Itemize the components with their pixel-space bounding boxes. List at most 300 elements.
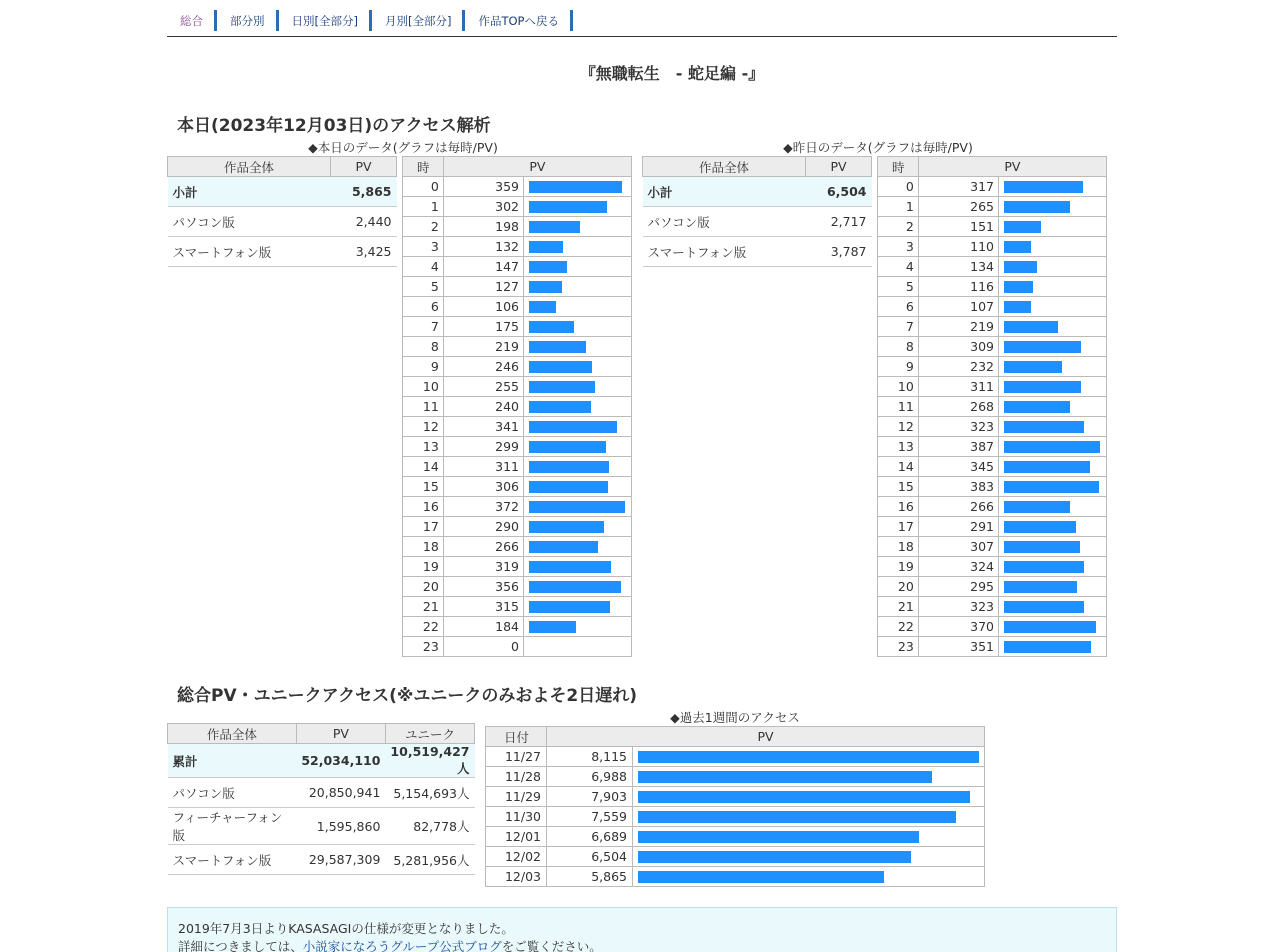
- pv-cell: 6,988: [547, 767, 633, 787]
- bar-cell: [999, 517, 1107, 537]
- col-header-date: 日付: [486, 727, 547, 747]
- hourly-row: [878, 297, 1107, 317]
- pv-cell: 255: [443, 377, 523, 397]
- totals-table: [167, 723, 475, 875]
- hour-cell: 13: [403, 437, 444, 457]
- row-pv: 29,587,309: [296, 845, 385, 875]
- week-row: [486, 827, 985, 847]
- hour-cell: 18: [403, 537, 444, 557]
- pv-cell: 302: [443, 197, 523, 217]
- hour-cell: 15: [878, 477, 919, 497]
- bar-cell: [999, 257, 1107, 277]
- week-row: [486, 847, 985, 867]
- hourly-row: [403, 277, 632, 297]
- hourly-row: [878, 197, 1107, 217]
- pv-bar: [1004, 501, 1070, 513]
- bar-cell: [524, 217, 632, 237]
- bar-cell: [524, 557, 632, 577]
- pv-cell: 311: [443, 457, 523, 477]
- hourly-row: [403, 177, 632, 197]
- hour-cell: 12: [878, 417, 919, 437]
- pv-cell: 7,559: [547, 807, 633, 827]
- bar-cell: [524, 237, 632, 257]
- bar-cell: [524, 437, 632, 457]
- pv-cell: 184: [443, 617, 523, 637]
- col-header-pv: PV: [443, 157, 631, 177]
- bar-cell: [524, 197, 632, 217]
- pv-bar: [1004, 581, 1077, 593]
- pv-bar: [529, 341, 586, 353]
- col-header-pv: PV: [806, 157, 872, 177]
- bar-cell: [999, 377, 1107, 397]
- hour-cell: 10: [403, 377, 444, 397]
- pv-bar: [1004, 561, 1084, 573]
- pv-bar: [1004, 341, 1081, 353]
- pv-bar: [638, 851, 911, 863]
- pv-bar: [529, 401, 591, 413]
- pv-cell: 324: [918, 557, 998, 577]
- date-cell: 11/30: [486, 807, 547, 827]
- yesterday-hourly-table: [877, 156, 1107, 657]
- pv-bar: [529, 321, 574, 333]
- hourly-row: [878, 357, 1107, 377]
- pv-bar: [1004, 301, 1031, 313]
- week-row: [486, 747, 985, 767]
- bar-cell: [524, 377, 632, 397]
- pv-cell: 299: [443, 437, 523, 457]
- today-summary-table: [167, 156, 397, 267]
- pv-bar: [529, 361, 592, 373]
- col-header-pv: PV: [331, 157, 397, 177]
- hourly-row: [403, 297, 632, 317]
- row-label: スマートフォン版: [643, 237, 806, 267]
- hourly-row: [878, 577, 1107, 597]
- bar-cell: [524, 177, 632, 197]
- pv-bar: [638, 791, 970, 803]
- date-cell: 12/03: [486, 867, 547, 887]
- row-pv: 52,034,110: [296, 744, 385, 778]
- pv-bar: [1004, 201, 1070, 213]
- bar-cell: [524, 277, 632, 297]
- bar-cell: [999, 497, 1107, 517]
- bar-cell: [999, 277, 1107, 297]
- pv-cell: 370: [918, 617, 998, 637]
- pv-cell: 132: [443, 237, 523, 257]
- pv-bar: [529, 301, 556, 313]
- pv-bar: [529, 421, 617, 433]
- bar-cell: [999, 317, 1107, 337]
- bar-cell: [524, 317, 632, 337]
- hourly-row: [878, 217, 1107, 237]
- pv-cell: 6,504: [547, 847, 633, 867]
- week-caption: ◆過去1週間のアクセス: [670, 710, 800, 725]
- pv-bar: [1004, 401, 1070, 413]
- pv-cell: 116: [918, 277, 998, 297]
- hour-cell: 17: [403, 517, 444, 537]
- pv-bar: [1004, 541, 1080, 553]
- row-pv: 1,595,860: [296, 808, 385, 845]
- pv-cell: 5,865: [547, 867, 633, 887]
- bar-cell: [524, 297, 632, 317]
- pv-cell: 107: [918, 297, 998, 317]
- bar-cell: [999, 357, 1107, 377]
- bar-cell: [999, 397, 1107, 417]
- hour-cell: 4: [403, 257, 444, 277]
- pv-cell: 323: [918, 597, 998, 617]
- hour-cell: 17: [878, 517, 919, 537]
- nav-link-monthly[interactable]: 月別[全部分]: [372, 10, 465, 31]
- col-header-pv: PV: [918, 157, 1106, 177]
- pv-bar: [529, 381, 595, 393]
- row-pv: 20,850,941: [296, 778, 385, 808]
- hourly-row: [878, 417, 1107, 437]
- totals-row-smartphone: [168, 845, 475, 875]
- date-cell: 12/02: [486, 847, 547, 867]
- row-label: パソコン版: [168, 207, 331, 237]
- pv-bar: [638, 751, 979, 763]
- summary-row-smartphone: [643, 237, 872, 267]
- yesterday-caption: ◆昨日のデータ(グラフは毎時/PV): [783, 140, 973, 155]
- row-unique: 10,519,427人: [385, 744, 474, 778]
- pv-bar: [1004, 621, 1096, 633]
- week-row: [486, 807, 985, 827]
- col-header-hour: 時: [403, 157, 444, 177]
- hourly-row: [403, 517, 632, 537]
- pv-cell: 356: [443, 577, 523, 597]
- bar-cell: [999, 437, 1107, 457]
- hourly-row: [878, 517, 1107, 537]
- pv-cell: 219: [918, 317, 998, 337]
- pv-cell: 319: [443, 557, 523, 577]
- today-heading: 本日(2023年12月03日)のアクセス解析: [177, 116, 491, 136]
- hour-cell: 11: [878, 397, 919, 417]
- hourly-row: [878, 637, 1107, 657]
- hour-cell: 6: [403, 297, 444, 317]
- hour-cell: 10: [878, 377, 919, 397]
- hour-cell: 23: [878, 637, 919, 657]
- hour-cell: 0: [878, 177, 919, 197]
- summary-row-pc: [168, 207, 397, 237]
- bar-cell: [999, 177, 1107, 197]
- hour-cell: 3: [878, 237, 919, 257]
- row-label: 小計: [168, 177, 331, 207]
- hour-cell: 12: [403, 417, 444, 437]
- pv-bar: [529, 261, 567, 273]
- pv-cell: 268: [918, 397, 998, 417]
- bar-cell: [524, 537, 632, 557]
- bar-cell: [999, 197, 1107, 217]
- pv-cell: 232: [918, 357, 998, 377]
- bar-cell: [524, 417, 632, 437]
- pv-bar: [529, 581, 621, 593]
- col-header-pv: PV: [547, 727, 985, 747]
- pv-bar: [1004, 601, 1084, 613]
- hour-cell: 14: [403, 457, 444, 477]
- hourly-row: [403, 597, 632, 617]
- hourly-row: [878, 257, 1107, 277]
- yesterday-summary-table: [642, 156, 872, 267]
- hour-cell: 8: [403, 337, 444, 357]
- row-value: 2,440: [331, 207, 397, 237]
- hour-cell: 9: [878, 357, 919, 377]
- pv-cell: 323: [918, 417, 998, 437]
- pv-cell: 106: [443, 297, 523, 317]
- pv-cell: 295: [918, 577, 998, 597]
- date-cell: 12/01: [486, 827, 547, 847]
- bar-cell: [633, 747, 985, 767]
- hour-cell: 23: [403, 637, 444, 657]
- pv-cell: 372: [443, 497, 523, 517]
- hourly-row: [878, 237, 1107, 257]
- pv-bar: [1004, 421, 1084, 433]
- pv-bar: [529, 481, 608, 493]
- bar-cell: [633, 847, 985, 867]
- pv-cell: 387: [918, 437, 998, 457]
- pv-bar: [529, 521, 604, 533]
- bar-cell: [524, 577, 632, 597]
- pv-cell: 246: [443, 357, 523, 377]
- bar-cell: [999, 577, 1107, 597]
- pv-cell: 317: [918, 177, 998, 197]
- hour-cell: 2: [878, 217, 919, 237]
- bar-cell: [633, 767, 985, 787]
- hour-cell: 1: [878, 197, 919, 217]
- week-row: [486, 767, 985, 787]
- hourly-row: [403, 417, 632, 437]
- hourly-row: [403, 397, 632, 417]
- row-value: 3,787: [806, 237, 872, 267]
- hour-cell: 5: [878, 277, 919, 297]
- hour-cell: 19: [403, 557, 444, 577]
- pv-bar: [1004, 481, 1099, 493]
- nav-bar: [167, 10, 1117, 37]
- hour-cell: 21: [878, 597, 919, 617]
- nav-link-work-top[interactable]: 作品TOPへ戻る: [465, 10, 573, 31]
- row-value: 6,504: [806, 177, 872, 207]
- bar-cell: [999, 217, 1107, 237]
- hourly-row: [403, 617, 632, 637]
- col-header-pv: PV: [296, 724, 385, 744]
- pv-cell: 359: [443, 177, 523, 197]
- hour-cell: 8: [878, 337, 919, 357]
- bar-cell: [524, 257, 632, 277]
- pv-cell: 307: [918, 537, 998, 557]
- hour-cell: 14: [878, 457, 919, 477]
- hourly-row: [403, 557, 632, 577]
- bar-cell: [633, 867, 985, 887]
- notice-prefix: 詳細につきましては、: [178, 939, 303, 952]
- hourly-row: [878, 177, 1107, 197]
- row-label: フィーチャーフォン版: [168, 808, 297, 845]
- bar-cell: [524, 497, 632, 517]
- date-cell: 11/27: [486, 747, 547, 767]
- pv-cell: 175: [443, 317, 523, 337]
- hour-cell: 21: [403, 597, 444, 617]
- bar-cell: [999, 537, 1107, 557]
- hour-cell: 16: [878, 497, 919, 517]
- hour-cell: 19: [878, 557, 919, 577]
- summary-row-subtotal: [643, 177, 872, 207]
- pv-cell: 219: [443, 337, 523, 357]
- bar-cell: [999, 457, 1107, 477]
- hourly-row: [878, 557, 1107, 577]
- bar-cell: [633, 787, 985, 807]
- hour-cell: 6: [878, 297, 919, 317]
- row-label: パソコン版: [168, 778, 297, 808]
- bar-cell: [524, 397, 632, 417]
- today-caption: ◆本日のデータ(グラフは毎時/PV): [308, 140, 498, 155]
- bar-cell: [999, 637, 1107, 657]
- pv-cell: 110: [918, 237, 998, 257]
- hourly-row: [403, 377, 632, 397]
- row-unique: 5,154,693人: [385, 778, 474, 808]
- bar-cell: [999, 337, 1107, 357]
- bar-cell: [633, 807, 985, 827]
- hour-cell: 7: [878, 317, 919, 337]
- pv-bar: [1004, 181, 1083, 193]
- hourly-row: [878, 477, 1107, 497]
- hourly-row: [403, 357, 632, 377]
- hour-cell: 20: [878, 577, 919, 597]
- hourly-row: [878, 397, 1107, 417]
- pv-cell: 0: [443, 637, 523, 657]
- totals-heading: 総合PV・ユニークアクセス(※ユニークのみおよそ2日遅れ): [177, 686, 637, 706]
- bar-cell: [524, 477, 632, 497]
- pv-bar: [1004, 521, 1076, 533]
- hourly-row: [878, 437, 1107, 457]
- bar-cell: [999, 617, 1107, 637]
- hourly-row: [403, 237, 632, 257]
- pv-cell: 198: [443, 217, 523, 237]
- date-cell: 11/28: [486, 767, 547, 787]
- pv-bar: [638, 831, 919, 843]
- bar-cell: [524, 637, 632, 657]
- pv-cell: 7,903: [547, 787, 633, 807]
- nav-link-overview[interactable]: 総合: [167, 10, 217, 31]
- today-hourly-table: [402, 156, 632, 657]
- hourly-row: [878, 317, 1107, 337]
- notice-line-2: [178, 938, 1106, 952]
- col-header-work: 作品全体: [168, 157, 331, 177]
- hourly-row: [878, 457, 1107, 477]
- bar-cell: [524, 357, 632, 377]
- bar-cell: [633, 827, 985, 847]
- hour-cell: 1: [403, 197, 444, 217]
- hourly-row: [403, 477, 632, 497]
- summary-row-subtotal: [168, 177, 397, 207]
- totals-row-pc: [168, 778, 475, 808]
- official-blog-link[interactable]: 小説家になろうグループ公式ブログ: [302, 939, 502, 952]
- summary-row-pc: [643, 207, 872, 237]
- pv-cell: 290: [443, 517, 523, 537]
- hourly-row: [878, 277, 1107, 297]
- hour-cell: 3: [403, 237, 444, 257]
- bar-cell: [524, 457, 632, 477]
- col-header-work: 作品全体: [643, 157, 806, 177]
- col-header-hour: 時: [878, 157, 919, 177]
- hourly-row: [403, 197, 632, 217]
- pv-cell: 311: [918, 377, 998, 397]
- row-label: 小計: [643, 177, 806, 207]
- week-row: [486, 787, 985, 807]
- pv-bar: [1004, 461, 1090, 473]
- nav-link-by-part[interactable]: 部分別: [217, 10, 279, 31]
- hourly-row: [878, 617, 1107, 637]
- pv-cell: 266: [443, 537, 523, 557]
- week-row: [486, 867, 985, 887]
- pv-cell: 345: [918, 457, 998, 477]
- pv-bar: [1004, 361, 1062, 373]
- pv-bar: [529, 501, 625, 513]
- row-label: スマートフォン版: [168, 845, 297, 875]
- pv-bar: [529, 281, 562, 293]
- pv-cell: 147: [443, 257, 523, 277]
- hourly-row: [403, 537, 632, 557]
- hour-cell: 15: [403, 477, 444, 497]
- pv-cell: 127: [443, 277, 523, 297]
- pv-bar: [1004, 441, 1100, 453]
- col-header-unique: ユニーク: [385, 724, 474, 744]
- hour-cell: 16: [403, 497, 444, 517]
- pv-cell: 291: [918, 517, 998, 537]
- bar-cell: [524, 337, 632, 357]
- hour-cell: 20: [403, 577, 444, 597]
- pv-bar: [529, 461, 609, 473]
- hour-cell: 22: [403, 617, 444, 637]
- bar-cell: [999, 557, 1107, 577]
- pv-bar: [529, 181, 622, 193]
- pv-cell: 351: [918, 637, 998, 657]
- hourly-row: [403, 637, 632, 657]
- pv-bar: [529, 621, 576, 633]
- pv-cell: 240: [443, 397, 523, 417]
- row-value: 5,865: [331, 177, 397, 207]
- week-table: [485, 726, 985, 887]
- pv-cell: 134: [918, 257, 998, 277]
- hourly-row: [403, 437, 632, 457]
- pv-bar: [1004, 381, 1081, 393]
- bar-cell: [999, 597, 1107, 617]
- row-value: 3,425: [331, 237, 397, 267]
- hour-cell: 18: [878, 537, 919, 557]
- pv-bar: [1004, 321, 1058, 333]
- hourly-row: [403, 217, 632, 237]
- pv-cell: 266: [918, 497, 998, 517]
- bar-cell: [999, 417, 1107, 437]
- pv-cell: 341: [443, 417, 523, 437]
- pv-bar: [1004, 221, 1041, 233]
- pv-cell: 383: [918, 477, 998, 497]
- pv-bar: [1004, 261, 1037, 273]
- col-header-work: 作品全体: [168, 724, 297, 744]
- nav-link-daily[interactable]: 日別[全部分]: [279, 10, 372, 31]
- row-unique: 5,281,956人: [385, 845, 474, 875]
- pv-bar: [529, 561, 611, 573]
- hourly-row: [403, 257, 632, 277]
- pv-bar: [529, 601, 610, 613]
- pv-cell: 315: [443, 597, 523, 617]
- totals-row-cumulative: [168, 744, 475, 778]
- page-title: 『無職転生 - 蛇足編 -』: [579, 64, 765, 83]
- hour-cell: 0: [403, 177, 444, 197]
- pv-bar: [529, 541, 598, 553]
- pv-cell: 309: [918, 337, 998, 357]
- hour-cell: 5: [403, 277, 444, 297]
- pv-bar: [529, 241, 563, 253]
- hourly-row: [403, 497, 632, 517]
- row-label: パソコン版: [643, 207, 806, 237]
- row-label: 累計: [168, 744, 297, 778]
